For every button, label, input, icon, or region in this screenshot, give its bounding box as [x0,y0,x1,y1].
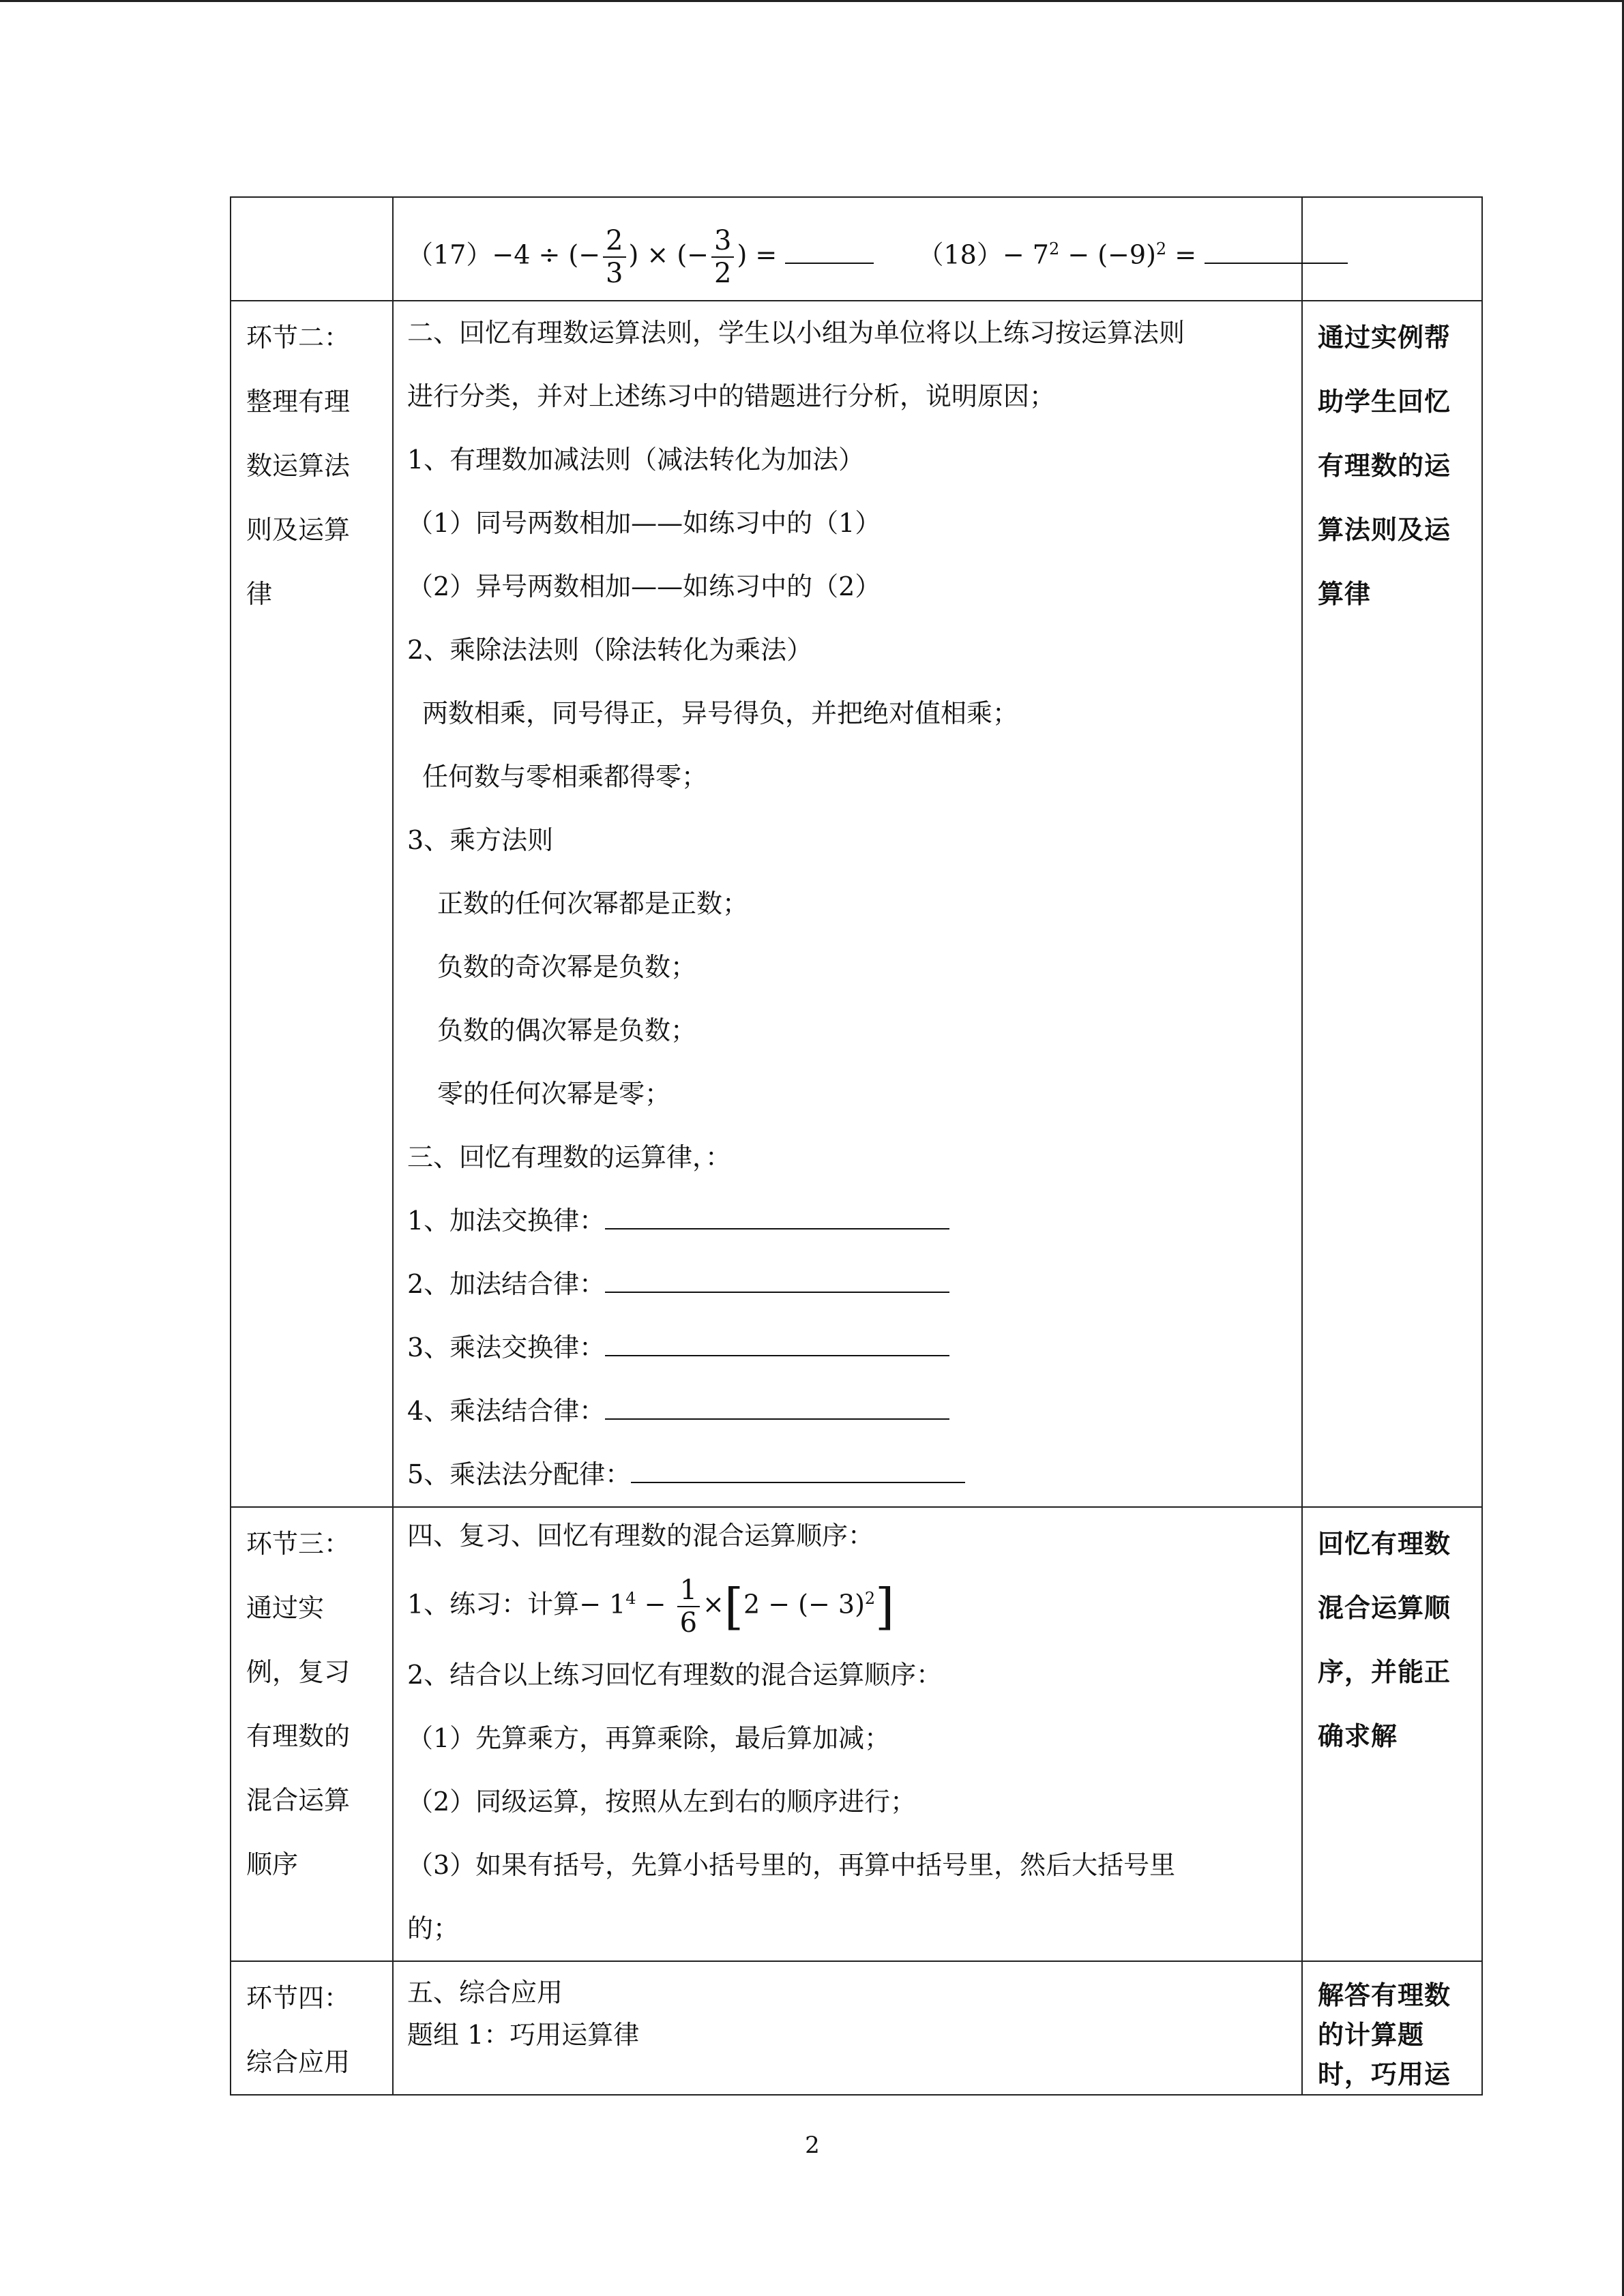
goal-text: 的计算题 [1318,2019,1425,2050]
law-multiplication-associative: 4、乘法结合律： [407,1380,1288,1443]
stage-two-cell [231,301,393,1507]
goal-text: 回忆有理数 [1318,1529,1451,1559]
law-addition-commutative: 1、加法交换律： [407,1189,1288,1253]
left-bracket: [ [724,1578,743,1636]
content-line: 进行分类，并对上述练习中的错题进行分析，说明原因； [407,381,1056,411]
content-line: 零的任何次幂是零； [437,1079,671,1109]
law-addition-associative: 2、加法结合律： [407,1253,1288,1316]
exponent: 4 [625,1589,636,1608]
section-heading: 二、回忆有理数运算法则，学生以小组为单位将以上练习按运算法则 [407,318,1185,348]
answer-blank[interactable] [605,1394,949,1420]
stage-four-cell [231,1961,393,2095]
answer-blank[interactable] [605,1204,949,1229]
goal-text: 混合运算顺 [1318,1593,1451,1623]
answer-blank[interactable] [631,1457,965,1483]
practice-label: 1、练习：计算 [407,1589,580,1620]
stage-two-row [231,301,1482,1507]
exponent: 2 [864,1589,876,1608]
exercise-row [231,197,1482,301]
stage-title: 环节二： [246,323,351,353]
rule-heading: 1、有理数加减法则（减法转化为加法） [407,445,865,475]
content-line: 正数的任何次幂都是正数； [437,889,749,919]
stage-text: 顺序 [246,1849,299,1879]
stage-text: 律 [246,579,273,609]
law-distributive: 5、乘法法分配律： [407,1443,1288,1506]
answer-blank-18[interactable] [1205,238,1348,264]
exercise-18-label: （18） [917,239,1003,270]
section-heading: 三、回忆有理数的运算律，： [407,1142,732,1172]
stage-text: 则及运算 [246,515,351,545]
lesson-plan-table [230,196,1483,2096]
content-line: 任何数与零相乘都得零； [422,762,708,792]
rule-heading: 3、乘方法则 [407,825,554,855]
stage-text: 通过实 [246,1593,325,1623]
stage-text: 有理数的 [246,1721,351,1751]
answer-blank[interactable] [605,1330,949,1356]
exercise-17-part: ) × (− [628,239,709,270]
exercise-18-part: − (−9) [1059,239,1156,270]
stage-four-goal [1302,1961,1482,2095]
section-heading: 四、复习、回忆有理数的混合运算顺序： [407,1521,874,1551]
answer-blank-17[interactable] [785,238,874,264]
content-line: 题组 1：巧用运算律 [407,2019,640,2050]
fraction-one-sixth: $\frac{1}{6}$ [677,1575,700,1639]
law-multiplication-commutative: 3、乘法交换律： [407,1316,1288,1380]
stage-text: 综合应用 [246,2046,351,2077]
right-bracket: ] [875,1578,895,1636]
goal-text: 解答有理数 [1318,1980,1451,2010]
fraction-three-halves: $\frac{3}{2}$ [711,225,734,289]
content-line: 负数的偶次幂是负数； [437,1015,697,1045]
content-line: 的； [407,1913,460,1943]
fraction-two-thirds: $\frac{2}{3}$ [603,225,625,289]
goal-text: 确求解 [1318,1721,1398,1751]
exponent: 2 [1048,239,1060,258]
content-line: 两数相乘，同号得正，异号得负，并把绝对值相乘； [422,698,1019,728]
stage-three-content [393,1507,1302,1961]
exercise-17-label: （17） [407,239,492,270]
stage-four-content [393,1961,1302,2095]
exercise-17-part: ) = [737,239,778,270]
content-line: 2、结合以上练习回忆有理数的混合运算顺序： [407,1659,943,1690]
goal-text: 通过实例帮 [1318,323,1451,353]
page-border-top [0,0,1624,2]
content-line: （2）同级运算，按照从左到右的顺序进行； [407,1786,917,1817]
stage-title: 环节三： [246,1529,351,1559]
stage-text: 例，复习 [246,1657,351,1687]
goal-text: 算法则及运 [1318,515,1451,545]
exercise-18-part: − 7 [1002,239,1049,270]
rule-heading: 2、乘除法法则（除法转化为乘法） [407,635,813,665]
stage-four-row [231,1961,1482,2095]
exercise-cell [393,197,1302,301]
content-line: （2）异号两数相加——如练习中的（2） [407,571,881,601]
goal-text: 有理数的运 [1318,451,1451,481]
stage-cell-empty [231,197,393,301]
answer-blank[interactable] [605,1267,949,1293]
content-line: （1）先算乘方，再算乘除，最后算加减； [407,1723,891,1753]
practice-expression: 1、练习：计算− $1^4$ − $\frac{1}{6}$ ×[2 − (− 3)$^2$] [407,1575,895,1639]
exercise-18-part: = [1166,239,1197,270]
stage-title: 环节四： [246,1982,351,2013]
stage-text: 混合运算 [246,1785,351,1815]
section-heading: 五、综合应用 [407,1977,563,2008]
goal-text: 算律 [1318,579,1372,609]
content-line: （1）同号两数相加——如练习中的（1） [407,508,881,538]
goal-text: 时，巧用运 [1318,2059,1451,2089]
stage-three-row [231,1507,1482,1961]
content-line: 负数的奇次幂是负数； [437,952,697,982]
stage-three-goal [1302,1507,1482,1961]
goal-text: 序，并能正 [1318,1657,1451,1687]
stage-two-goal [1302,301,1482,1507]
stage-two-content [393,301,1302,1507]
exponent: 2 [1155,239,1167,258]
content-line: （3）如果有括号，先算小括号里的，再算中括号里，然后大括号里 [407,1849,1176,1880]
page-number: 2 [805,2132,820,2159]
exercise-17-18 [407,206,1288,298]
goal-text: 助学生回忆 [1318,387,1451,417]
exercise-17-part: −4 ÷ (− [492,239,601,270]
stage-text: 数运算法 [246,451,351,481]
stage-three-cell [231,1507,393,1961]
stage-text: 整理有理 [246,387,351,417]
